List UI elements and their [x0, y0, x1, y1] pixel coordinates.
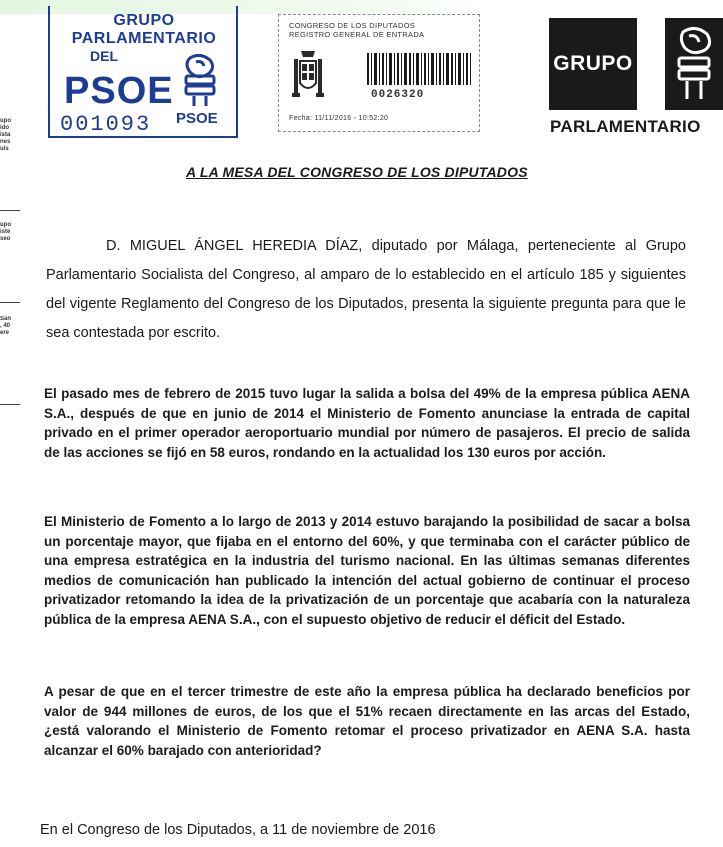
psoe-registration-stamp — [48, 6, 238, 138]
stamp-del-text: DEL — [90, 48, 118, 64]
registry-code: 0026320 — [371, 89, 425, 101]
registry-line-1: CONGRESO DE LOS DIPUTADOS — [289, 21, 416, 30]
stamp-number: 001093 — [60, 112, 152, 137]
stamp-party-text: PSOE — [64, 70, 174, 112]
group-logo-box — [549, 18, 637, 110]
group-logo-emblem — [665, 18, 723, 110]
margin-fragment: upo iste seo — [0, 222, 11, 242]
margin-fragment: upo ido ista nes uis — [0, 118, 11, 152]
closing-line: En el Congreso de los Diputados, a 11 de noviembre de 2016 — [40, 822, 436, 838]
registry-date: Fecha: 11/11/2016 - 10:52:20 — [289, 115, 389, 122]
registry-header — [289, 21, 424, 39]
group-logo-text: GRUPO — [553, 52, 633, 75]
registry-stamp — [278, 14, 480, 132]
margin-fragment: San , 40 ere — [0, 316, 12, 336]
stamp-logo-text: PSOE — [176, 110, 218, 127]
fist-rose-icon — [665, 18, 723, 110]
intro-paragraph: D. MIGUEL ÁNGEL HEREDIA DÍAZ, diputado por Málaga, perteneciente al Grupo Parlamentario Socialista del Congreso, al amparo de lo establecido en el artículo 185 y siguientes del vigente Reglamento del Congreso de los Diputados, presenta la siguiente pregunta para que le sea contestada por escrito. — [46, 238, 686, 341]
stamp-group-text: GRUPO PARLAMENTARIO — [71, 12, 217, 47]
paragraph-ipo: El pasado mes de febrero de 2015 tuvo lugar la salida a bolsa del 49% de la empresa pública AENA S.A., después de que en junio de 2014 el Ministerio de Fomento anunciase la entrada de capital privado en el primer operador aeroportuario mundial por número de pasajeros. El precio de salida de las acciones se fijó en 58 euros, rondando en la actualidad los 130 euros por acción. — [44, 386, 690, 460]
margin-rule — [0, 302, 20, 303]
paragraph-privatization: El Ministerio de Fomento a lo largo de 2013 y 2014 estuvo barajando la posibilidad de sacar a bolsa un porcentaje mayor, que fijaba en el entorno del 60%, y que terminaba con el carácter público de una empresa estratégica en la industria del turismo nacional. En las últimas semanas diferentes medios de comunicación han publicado la intención del actual gobierno de continuar el proceso privatizador retomando la idea de la privatización de un porcentaje que acabaría con la naturaleza pública de la empresa AENA S.A., con el supuesto objetivo de reducir el déficit del Estado. — [44, 514, 690, 627]
group-logo-subtitle: PARLAMENTARIO — [550, 117, 701, 136]
registry-line-2: REGISTRO GENERAL DE ENTRADA — [289, 30, 425, 39]
barcode-icon — [367, 53, 471, 85]
psoe-fist-rose-icon — [176, 52, 224, 108]
coat-of-arms-icon — [291, 49, 325, 103]
page-title: A LA MESA DEL CONGRESO DE LOS DIPUTADOS — [186, 164, 528, 180]
margin-rule — [0, 210, 20, 211]
margin-rule — [0, 404, 20, 405]
paragraph-question: A pesar de que en el tercer trimestre de este año la empresa pública ha declarado beneficios por valor de 944 millones de euros, de los que el 51% recaen directamente en las arcas del Estado, ¿está valorando el Ministerio de Fomento retomar el proceso privatizador en AENA S.A. hasta alcanzar el 60% barajado con anterioridad? — [44, 684, 690, 758]
